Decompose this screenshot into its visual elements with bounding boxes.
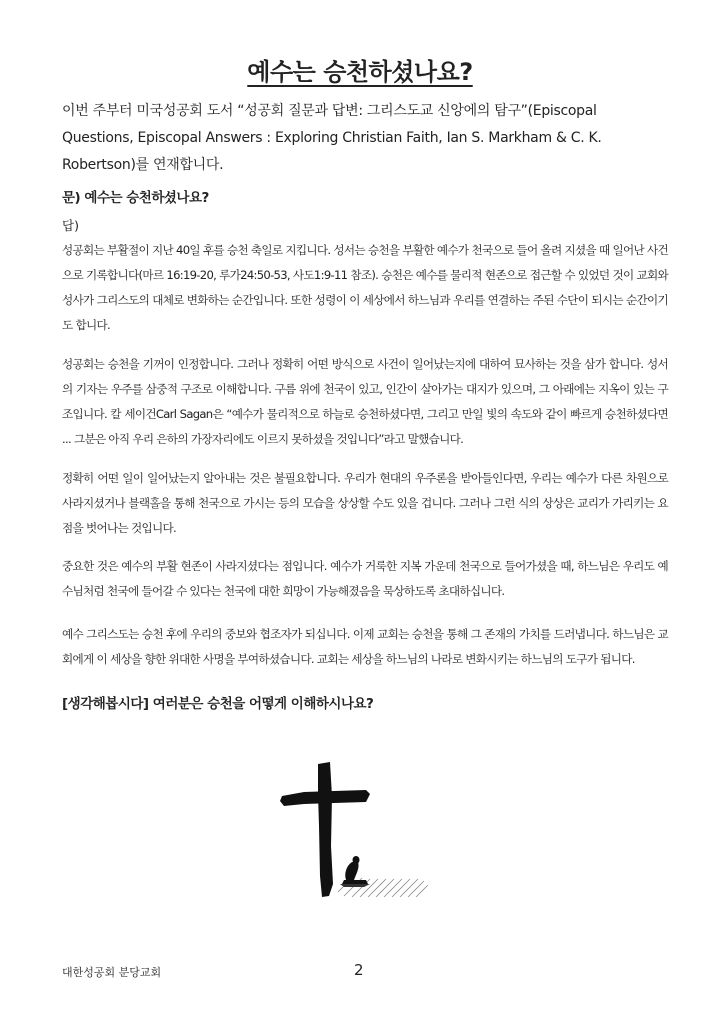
- page-number: 2: [354, 961, 364, 979]
- body-paragraph-4: 중요한 것은 예수의 부활 현존이 사라지셨다는 점입니다. 예수가 거룩한 지복 가운데 천국으로 들어가셨을 때, 하느님은 우리도 예수님처럼 천국에 들어갈 수 있다는 천국에 대한 희망이 가능해졌음을 묵상하도록 초대하십니다.: [62, 559, 668, 598]
- cross-with-kneeling-figure-icon: [274, 756, 444, 916]
- body-paragraph-1: 성공회는 부활절이 지난 40일 후를 승천 축일로 지킵니다. 성서는 승천을 부활한 예수가 천국으로 들어 올려 지셨을 때 일어난 사건으로 기록합니다(마르 16:19-20, 루가24:50-53, 사도1:9-11 참조). 승천은 예수를 물리적 현존으로 접근할 수 있었던 것이 교회와 성사가 그리스도의 대체로 변화하는 순간입니다. 또한 성령이 이 세상에서 하느님과 우리를 연결하는 주된 수단이 되시는 순간이기도 합니다.: [62, 243, 668, 332]
- footer-church-name: 대한성공회 분당교회: [62, 966, 162, 979]
- page-title: [0, 52, 720, 87]
- answer-label: 답): [62, 218, 79, 233]
- body-paragraph-5: 예수 그리스도는 승천 후에 우리의 중보와 협조자가 되십니다. 이제 교회는 승천을 통해 그 존재의 가치를 드러냅니다. 하느님은 교회에게 이 세상을 향한 위대한 사명을 부여하셨습니다. 교회는 세상을 하느님의 나라로 변화시키는 하느님의 도구가 됩니다.: [62, 627, 668, 666]
- intro-paragraph: 이번 주부터 미국성공회 도서 “성공회 질문과 답변: 그리스도교 신앙에의 탐구”(Episcopal Questions, Episcopal Answers : Exploring Christian Faith, Ian S. Markham & C. K. Robertson)를 연재합니다.: [62, 103, 602, 173]
- body-paragraph-2: 성공회는 승천을 기꺼이 인정합니다. 그러나 정확히 어떤 방식으로 사건이 일어났는지에 대하여 묘사하는 것을 삼가 합니다. 성서의 기자는 우주를 삼중적 구조로 이해합니다. 구름 위에 천국이 있고, 인간이 살아가는 대지가 있으며, 그 아래에는 지옥이 있는 구조입니다. 칼 세이건Carl Sagan은 “예수가 물리적으로 하늘로 승천하셨다면, 그리고 만일 빛의 속도와 같이 빠르게 승천하셨다면 ... 그분은 아직 우리 은하의 가장자리에도 이르지 못하셨을 것입니다”라고 말했습니다.: [62, 357, 668, 446]
- page-title-text: 예수는 승천하셨나요?: [247, 58, 473, 86]
- question-heading: 문) 예수는 승천하셨나요?: [62, 190, 209, 206]
- reflection-heading: [생각해봅시다] 여러분은 승천을 어떻게 이해하시나요?: [62, 696, 374, 712]
- body-paragraph-3: 정확히 어떤 일이 일어났는지 알아내는 것은 불필요합니다. 우리가 현대의 우주론을 받아들인다면, 우리는 예수가 다른 차원으로 사라지셨거나 블랙홀을 통해 천국으로 가시는 등의 모습을 상상할 수도 있을 겁니다. 그러나 그런 식의 상상은 교리가 가리키는 요점을 벗어나는 것입니다.: [62, 471, 668, 535]
